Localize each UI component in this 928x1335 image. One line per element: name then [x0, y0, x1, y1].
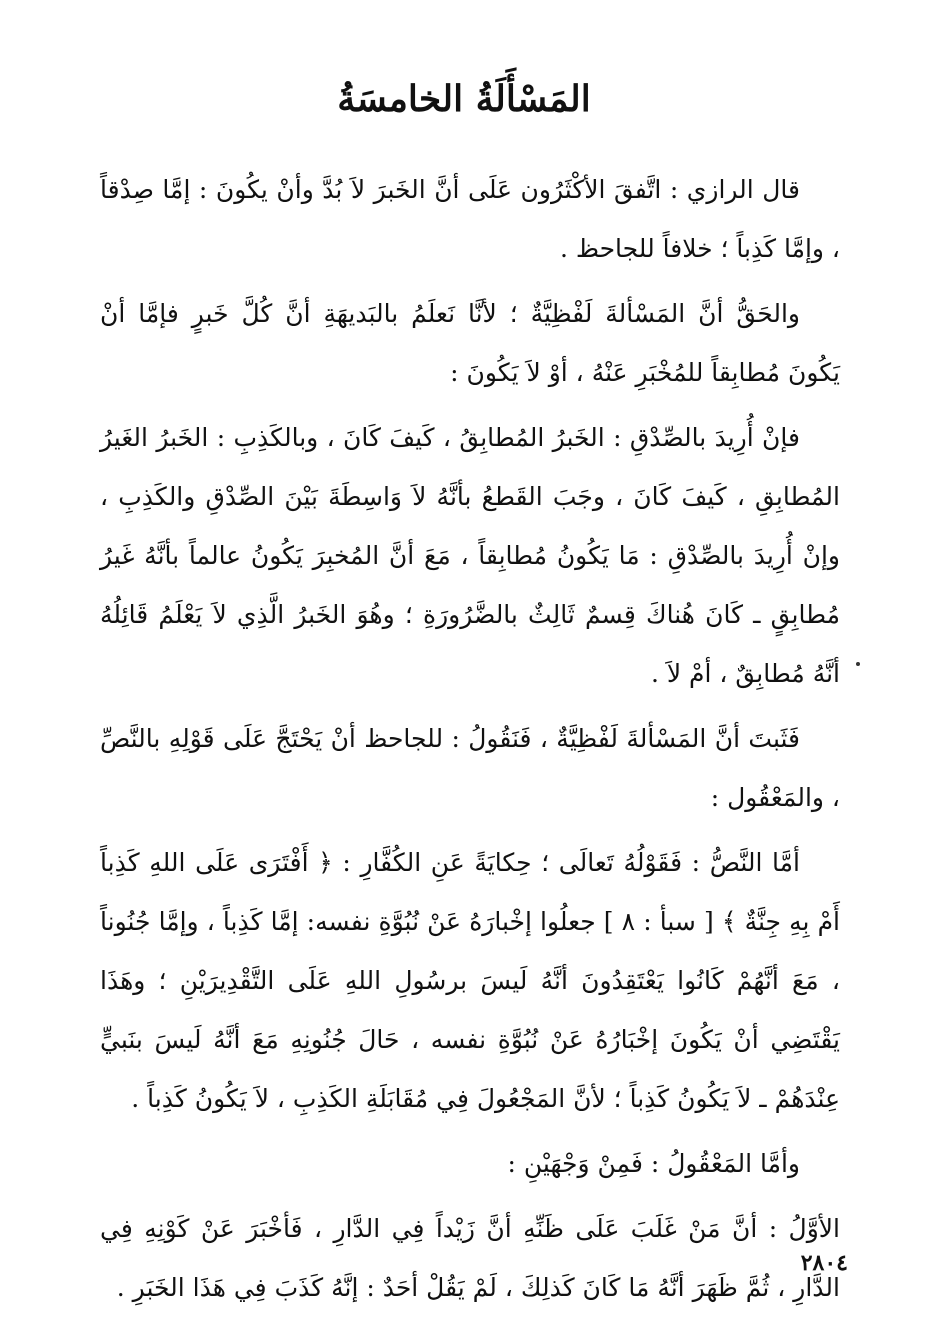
- paragraph-definitions: فإنْ أُرِيدَ بالصِّدْقِ : الخَبرُ المُطابِقُ ، كَيفَ كَانَ ، وبالكَذِبِ : الخَبرُ الغَيرُ المُطابِقِ ، كَيفَ كَانَ ، وجَبَ القَطعُ بأنَّهُ لاَ وَاسِطَةَ بَيْنَ الصِّدْقِ والكَذِبِ ، وإنْ أُرِيدَ بالصِّدْقِ : مَا يَكُونُ مُطابِقاً ، مَعَ أنَّ المُخبِرَ يَكُونُ عالماً بأنَّهُ غَيرُ مُطابِقٍ ـ كَانَ هُناكَ قِسمٌ ثَالِثٌ بالضَّرُورَةِ ؛ وهُوَ الخَبرُ الَّذِي لاَ يَعْلَمُ قَائِلُهُ أنَّهُ مُطابِقٌ ، أمْ لاَ .: [100, 423, 840, 688]
- paragraph-reason-intro: وأمَّا المَعْقُولُ : فَمِنْ وَجْهَيْنِ :: [507, 1149, 800, 1178]
- scan-speck: [856, 662, 860, 666]
- page-number: ٢٨٠٤: [800, 1250, 848, 1276]
- paragraph-first-argument: الأوَّلُ : أنَّ مَنْ غَلَبَ عَلَى ظَنِّهِ أنَّ زَيْداً فِي الدَّارِ ، فَأخْبَرَ عَنْ كَوْنِهِ فِي الدَّارِ ، ثُمَّ ظَهَرَ أنَّهُ مَا كَانَ كَذلِكَ ، لَمْ يَقُلْ أحَدٌ : إنَّهُ كَذَبَ فِي هَذَا الخَبَرِ .: [100, 1214, 840, 1302]
- section-title: المَسْأَلَةُ الخامسَةُ: [337, 78, 591, 120]
- paragraph-scripture: أمَّا النَّصُّ : فَقَوْلُهُ تَعالَى ؛ حِكايَةً عَنِ الكُفَّارِ : ﴿ أَفْتَرَى عَلَى اللهِ كَذِباً أَمْ بِهِ جِنَّةٌ ﴾ [ سبأ : ٨ ] جعلُوا إخْبارَهُ عَنْ نُبُوَّةِ نفسه: إمَّا كَذِباً ، وإمَّا جُنُوناً ، مَعَ أنَّهُمْ كَانُوا يَعْتَقِدُونَ أنَّهُ لَيسَ برسُولِ اللهِ عَلَى التَّقْدِيرَيْنِ ؛ وهَذَا يَقْتَضِي أنْ يَكُونَ إخْبَارُهُ عَنْ نُبُوَّةِ نفسه ، حَالَ جُنُونِهِ مَعَ أنَّهُ لَيسَ بنَبيٍّ عِنْدَهُمْ ـ لاَ يَكُونُ كَذِباً ؛ لأنَّ المَجْعُولَ فِي مُقَابَلَةِ الكَذِبِ ، لاَ يَكُونُ كَذِباً .: [100, 848, 840, 1113]
- paragraph-razi-statement: قال الرازي : اتَّفقَ الأكْثَرُون عَلَى أنَّ الخَبرَ لاَ بُدَّ وأنْ يكُونَ : إمَّا صِدْقاً ، وإمَّا كَذِباً ؛ خلافاً للجاحظ .: [100, 175, 840, 263]
- body-text: [100, 160, 840, 1323]
- paragraph-conclusion: فَثَبتَ أنَّ المَسْألةَ لَفْظِيَّةٌ ، فَنَقُولُ : للجاحظ أنْ يَحْتَجَّ عَلَى قَوْلِهِ بالنَّصِّ ، والمَعْقُول :: [100, 724, 840, 812]
- paragraph-truth: والحَقُّ أنَّ المَسْألةَ لَفْظِيَّةٌ ؛ لأنَّا نَعلَمُ بالبَديهَةِ أنَّ كُلَّ خَبرٍ فإمَّا أنْ يَكُونَ مُطابِقاً للمُخْبَرِ عَنْهُ ، أوْ لاَ يَكُونَ :: [100, 299, 840, 387]
